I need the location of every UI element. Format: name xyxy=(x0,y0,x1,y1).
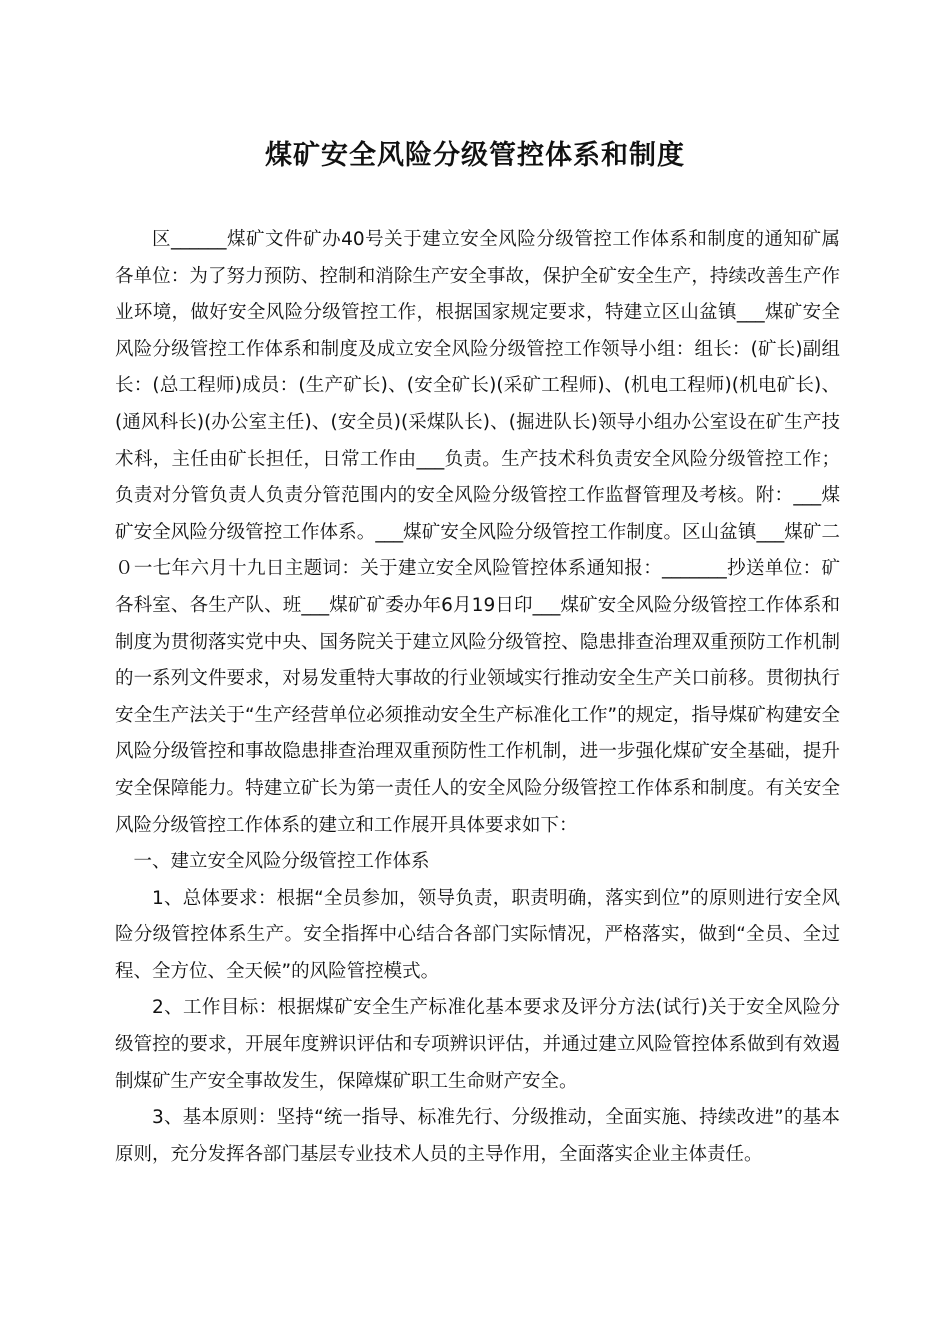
notice-paragraph: 区______煤矿文件矿办40号关于建立安全风险分级管控工作体系和制度的通知矿属各单位：为了努力预防、控制和消除生产安全事故，保护全矿安全生产，持续改善生产作业环境，做好安全风险分级管控工作，根据国家规定要求，特建立区山盆镇___煤矿安全风险分级管控工作体系和制度及成立安全风险分级管控工作领导小组：组长：(矿长)副组长：(总工程师)成员：(生产矿长)、(安全矿长)(采矿工程师)、(机电工程师)(机电矿长)、(通风科长)(办公室主任)、(安全员)(采煤队长)、(掘进队长)领导小组办公室设在矿生产技术科，主任由矿长担任，日常工作由___负责。生产技术科负责安全风险分级管控工作；负责对分管负责人负责分管范围内的安全风险分级管控工作监督管理及考核。附：___煤矿安全风险分级管控工作体系。___煤矿安全风险分级管控工作制度。区山盆镇___煤矿二０一七年六月十九日主题词：关于建立安全风险管控体系通知报：_______抄送单位：矿各科室、各生产队、班___煤矿矿委办年6月19日印___煤矿安全风险分级管控工作体系和制度为贯彻落实党中央、国务院关于建立风险分级管控、隐患排查治理双重预防工作机制的一系列文件要求，对易发重特大事故的行业领域实行推动安全生产关口前移。贯彻执行安全生产法关于“生产经营单位必须推动安全生产标准化工作”的规定，指导煤矿构建安全风险分级管控和事故隐患排查治理双重预防性工作机制，进一步强化煤矿安全基础，提升安全保障能力。特建立矿长为第一责任人的安全风险分级管控工作体系和制度。有关安全风险分级管控工作体系的建立和工作展开具体要求如下： xyxy=(115,229,840,836)
basic-principles-paragraph: 3、基本原则：坚持“统一指导、标准先行、分级推动，全面实施、持续改进”的基本原则，充分发挥各部门基层专业技术人员的主导作用，全面落实企业主体责任。 xyxy=(115,1107,840,1165)
work-objectives-paragraph: 2、工作目标：根据煤矿安全生产标准化基本要求及评分方法(试行)关于安全风险分级管控的要求，开展年度辨识评估和专项辨识评估，并通过建立风险管控体系做到有效遏制煤矿生产安全事故发生，保障煤矿职工生命财产安全。 xyxy=(115,997,840,1092)
document-title: 煤矿安全风险分级管控体系和制度 xyxy=(265,140,685,171)
document-body xyxy=(115,222,840,1173)
section-heading: 一、建立安全风险分级管控工作体系 xyxy=(133,851,430,873)
overall-requirements-paragraph: 1、总体要求：根据“全员参加，领导负责，职责明确，落实到位”的原则进行安全风险分级管控体系生产。安全指挥中心结合各部门实际情况，严格落实，做到“全员、全过程、全方位、全天候”的风险管控模式。 xyxy=(115,887,840,982)
